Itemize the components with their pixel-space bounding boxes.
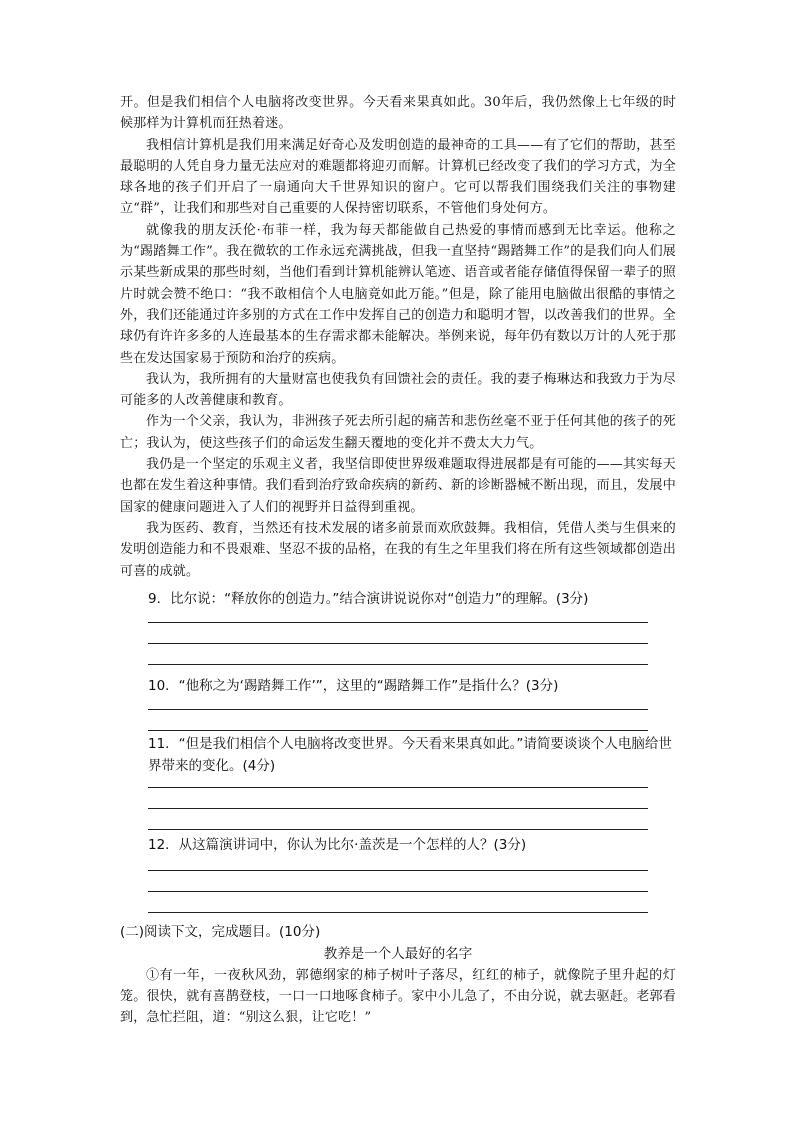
passage-paragraph-3: 就像我的朋友沃伦·布菲一样，我为每天都能做自己热爱的事情而感到无比幸运。他称之为“踢踏舞工作”。我在微软的工作永远充满挑战，但我一直坚持“踢踏舞工作”的是我们向人们展示某些新成果的那些时刻，当他们看到计算机能辨认笔迹、语音或者能存储值得保留一辈子的照片时就会赞不绝口：“我不敢相信个人电脑竟如此万能。”但是，除了能用电脑做出很酷的事情之外，我们还能通过许多别的方式在工作中发挥自己的创造力和聪明才智，以改善我们的世界。全球仍有许许多多的人连最基本的生存需求都未能解决。举例来说，每年仍有数以万计的人死于那些在发达国家易于预防和治疗的疾病。 <box>120 222 676 366</box>
question-9-text: 9．比尔说：“释放你的创造力。”结合演讲说说你对“创造力”的理解。(3分) <box>148 590 589 607</box>
exam-page <box>120 92 676 1029</box>
question-11-text: 11．“但是我们相信个人电脑将改变世界。今天看来果真如此。”请简要谈谈个人电脑给世界带来的变化。(4分) <box>148 735 672 774</box>
question-11 <box>120 733 676 830</box>
question-10-text: 10．“他称之为‘踢踏舞工作’”，这里的“踢踏舞工作”是指什么？(3分) <box>148 677 559 694</box>
story-title: 教养是一个人最好的名字 <box>323 945 473 962</box>
answer-line[interactable] <box>148 829 648 830</box>
answer-line[interactable] <box>148 730 648 731</box>
section-heading: (二)阅读下文，完成题目。(10分) <box>120 923 321 940</box>
section-2 <box>120 921 676 1029</box>
passage-paragraph-4: 我认为，我所拥有的大量财富也使我负有回馈社会的责任。我的妻子梅琳达和我致力于为尽可能多的人改善健康和教育。 <box>120 371 676 409</box>
reading-passage <box>120 92 676 582</box>
passage-paragraph-5: 作为一个父亲，我认为，非洲孩子死去所引起的痛苦和悲伤丝毫不亚于任何其他的孩子的死亡；我认为，使这些孩子们的命运发生翻天覆地的变化并不费太大力气。 <box>120 414 676 451</box>
story-paragraph-1: ①有一年，一夜秋风劲，郭德纲家的柿子树叶子落尽，红红的柿子，就像院子里升起的灯笼。很快，就有喜鹊登枝，一口一口地啄食柿子。家中小儿急了，不由分说，就去驱赶。老郭看到，急忙拦阻，道：“别这么狠，让它吃！” <box>120 967 676 1026</box>
passage-paragraph-7: 我为医药、教育，当然还有技术发展的诸多前景而欢欣鼓舞。我相信，凭借人类与生俱来的发明创造能力和不畏艰难、坚忍不拔的品格，在我的有生之年里我们将在所有这些领域都创造出可喜的成就。 <box>120 520 676 579</box>
question-10 <box>120 675 676 731</box>
answer-line[interactable] <box>148 912 648 913</box>
passage-paragraph-6: 我仍是一个坚定的乐观主义者，我坚信即使世界级难题取得进展都是有可能的——其实每天也都在发生着这种事情。我们看到治疗致命疾病的新药、新的诊断器械不断出现，而且，发展中国家的健康问题进入了人们的视野并日益得到重视。 <box>120 457 676 515</box>
passage-paragraph-1: 开。但是我们相信个人电脑将改变世界。今天看来果真如此。30年后，我仍然像上七年级的时候那样为计算机而狂热着迷。 <box>120 95 676 132</box>
question-12-text: 12．从这篇演讲词中，你认为比尔·盖茨是一个怎样的人？(3分) <box>148 836 527 853</box>
story-passage <box>120 965 676 1029</box>
answer-line[interactable] <box>148 664 648 665</box>
question-9 <box>120 588 676 665</box>
question-12 <box>120 834 676 913</box>
passage-paragraph-2: 我相信计算机是我们用来满足好奇心及发明创造的最神奇的工具——有了它们的帮助，甚至最聪明的人凭自身力量无法应对的难题都将迎刃而解。计算机已经改变了我们的学习方式，为全球各地的孩子们开启了一扇通向大千世界知识的窗户。它可以帮我们围绕我们关注的事物建立“群”，让我们和那些对自己重要的人保持密切联系，不管他们身处何方。 <box>120 137 676 217</box>
